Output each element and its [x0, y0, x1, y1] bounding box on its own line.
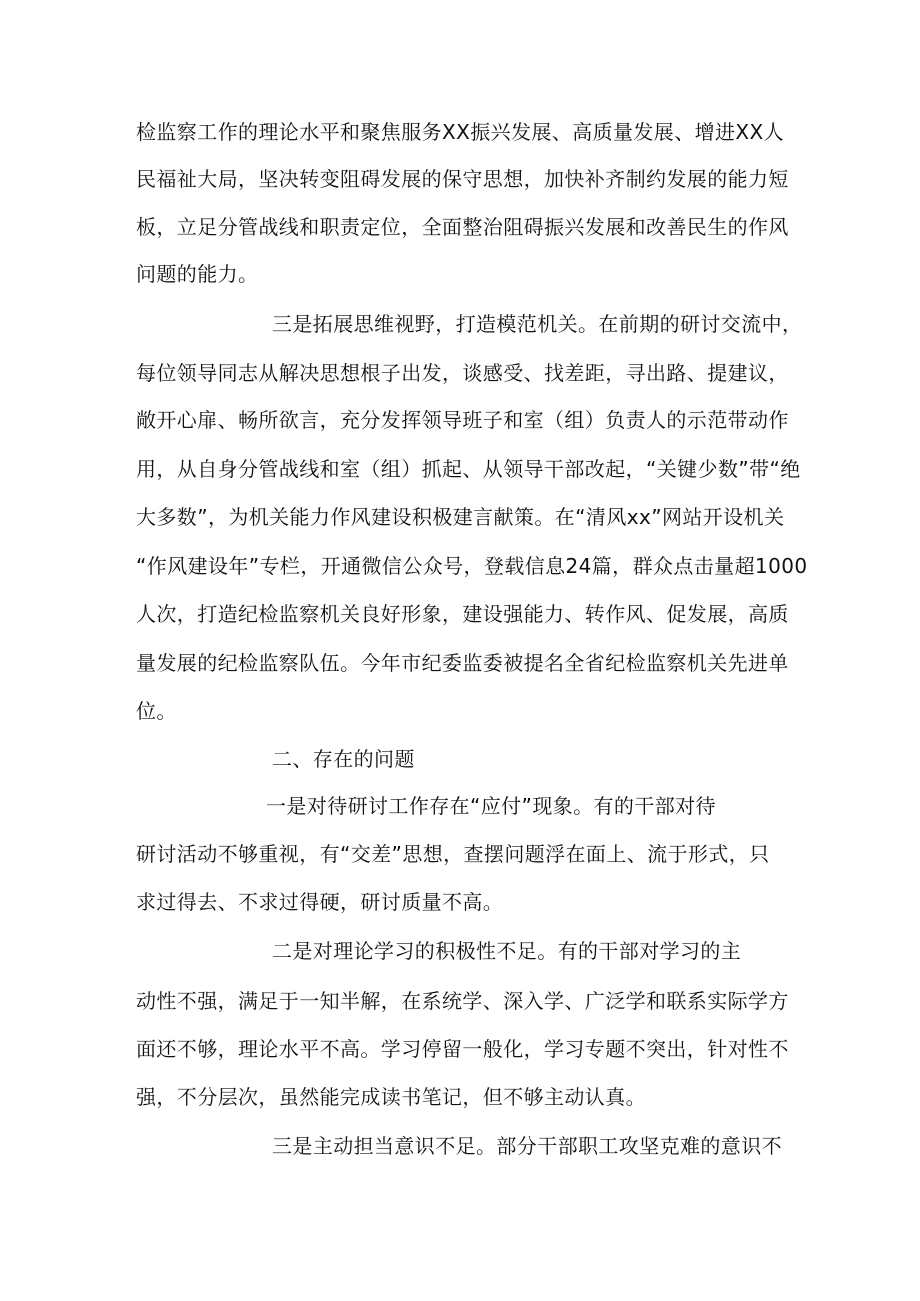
text-line: 面还不够，理论水平不高。学习停留一般化，学习专题不突出，针对性不: [136, 1037, 789, 1061]
paragraph-first-line: 三是拓展思维视野，打造模范机关。在前期的研讨交流中，: [272, 312, 803, 336]
text-line: 敞开心扉、畅所欲言，充分发挥领导班子和室（组）负责人的示范带动作: [136, 408, 789, 432]
text-line: 板，立足分管战线和职责定位，全面整治阻碍振兴发展和改善民生的作风: [136, 215, 789, 239]
text-line: 动性不强，满足于一知半解，在系统学、深入学、广泛学和联系实际学方: [136, 989, 789, 1013]
text-line: 强，不分层次，虽然能完成读书笔记，但不够主动认真。: [136, 1085, 646, 1109]
text-line: 检监察工作的理论水平和聚焦服务XX振兴发展、高质量发展、增进XX人: [136, 120, 785, 144]
text-line: “作风建设年”专栏，开通微信公众号，登载信息24篇，群众点击量超1000: [136, 554, 808, 578]
text-line: 位。: [136, 699, 177, 723]
text-line: 研讨活动不够重视，有“交差”思想，查摆问题浮在面上、流于形式，只: [136, 842, 770, 866]
paragraph-first-line: 二是对理论学习的积极性不足。有的干部对学习的主: [272, 939, 742, 963]
text-line: 民福祉大局，坚决转变阻碍发展的保守思想，加快补齐制约发展的能力短: [136, 167, 789, 191]
paragraph-first-line: 三是主动担当意识不足。部分干部职工攻坚克难的意识不: [272, 1134, 782, 1158]
text-line: 问题的能力。: [136, 262, 259, 286]
paragraph-first-line: 一是对待研讨工作存在“应付”现象。有的干部对待: [266, 794, 716, 818]
text-line: 量发展的纪检监察队伍。今年市纪委监委被提名全省纪检监察机关先进单: [136, 651, 789, 675]
text-line: 人次，打造纪检监察机关良好形象，建设强能力、转作风、促发展，高质: [136, 602, 789, 626]
text-line: 用，从自身分管战线和室（组）抓起、从领导干部改起，“关键少数”带“绝: [136, 457, 801, 481]
text-line: 大多数”，为机关能力作风建设积极建言献策。在“清风xx”网站开设机关: [136, 505, 785, 529]
text-line: 每位领导同志从解决思想根子出发，谈感受、找差距，寻出路、提建议，: [136, 361, 789, 385]
text-line: 求过得去、不求过得硬，研讨质量不高。: [136, 890, 504, 914]
section-heading: 二、存在的问题: [272, 747, 415, 771]
